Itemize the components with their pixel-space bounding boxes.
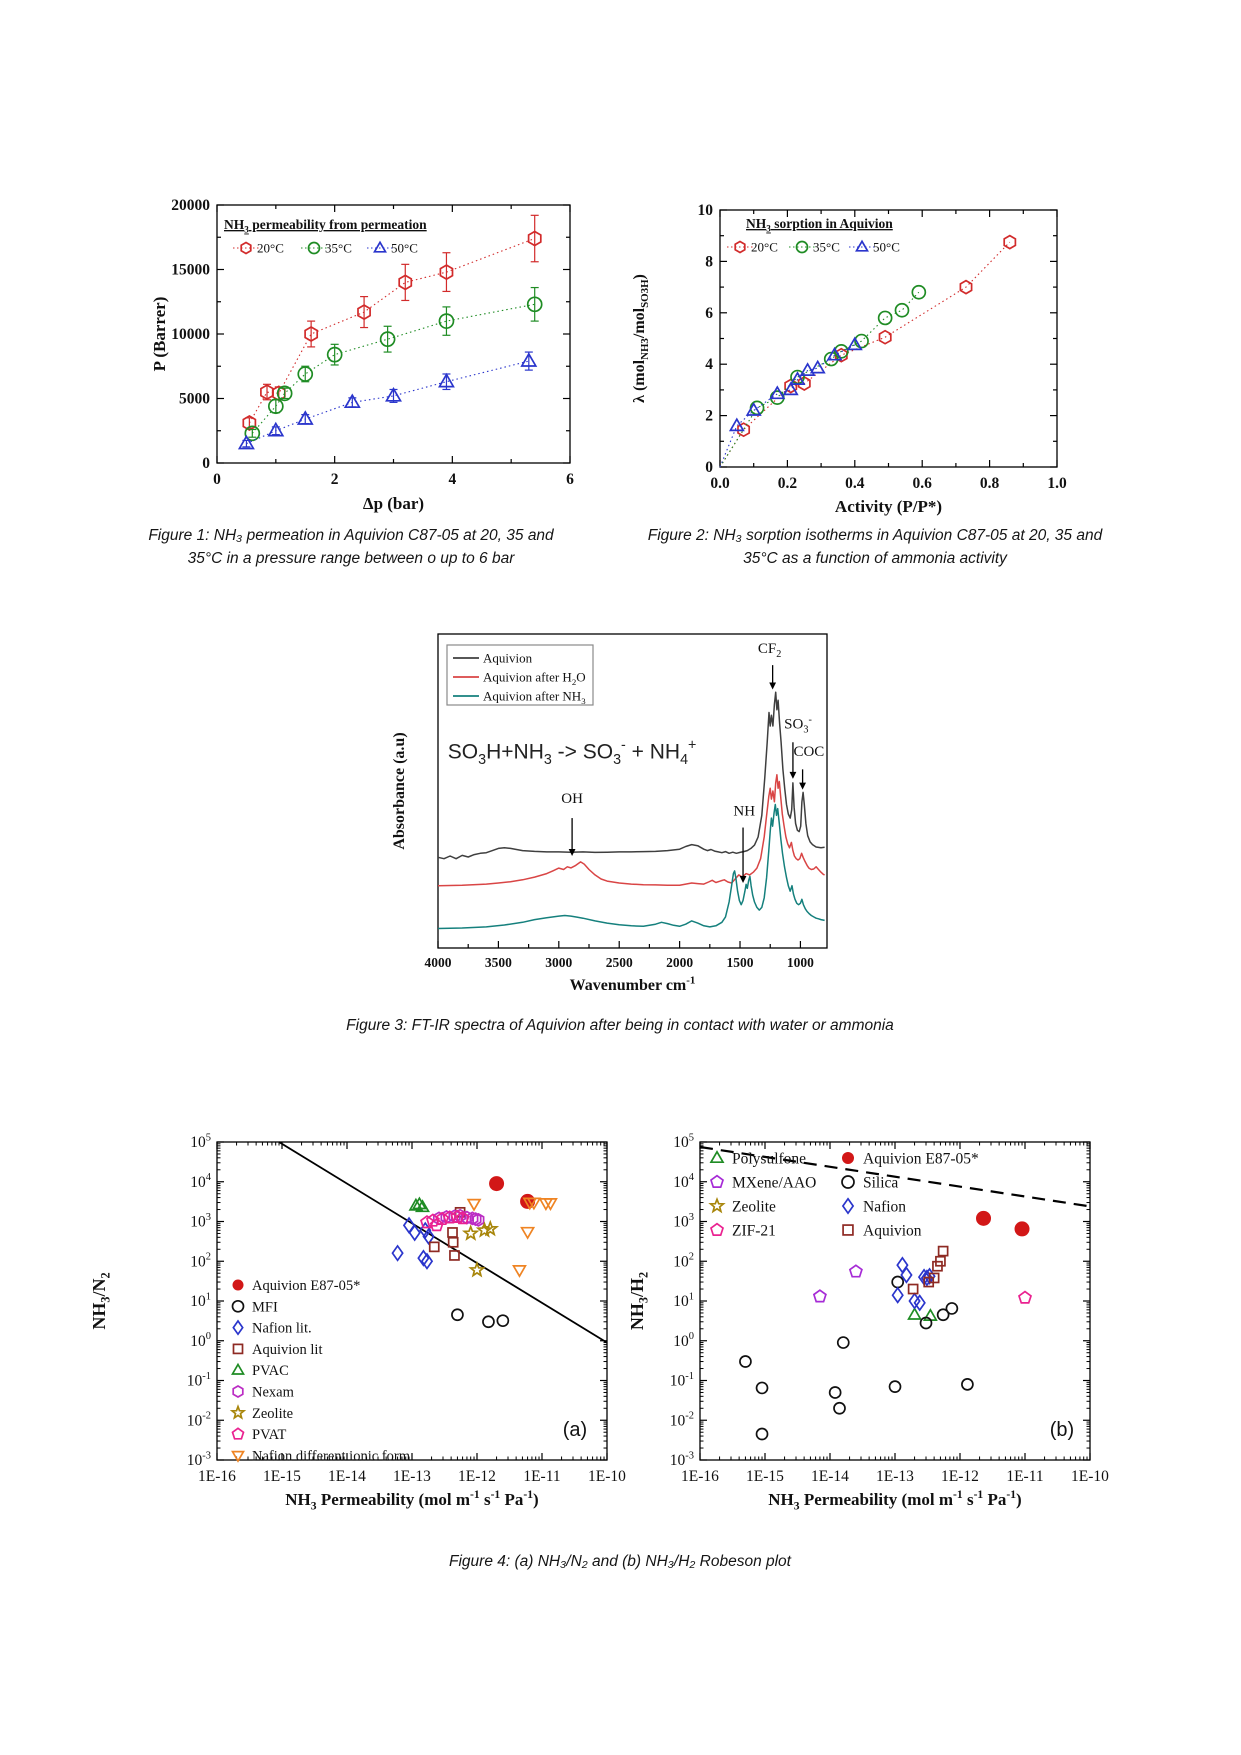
svg-text:2500: 2500 <box>605 955 633 970</box>
svg-text:10000: 10000 <box>171 326 210 343</box>
svg-text:8: 8 <box>705 253 713 271</box>
svg-text:102: $10^2$ <box>673 1251 694 1271</box>
svg-text:100: $10^0$ <box>673 1331 694 1350</box>
svg-text:50°C: 50°C <box>873 239 900 255</box>
svg-text:Aquivion: Aquivion <box>863 1222 922 1240</box>
svg-text:ZIF-21: ZIF-21 <box>732 1222 776 1240</box>
svg-text:4: 4 <box>705 356 713 374</box>
svg-text:4000: 4000 <box>424 955 452 970</box>
svg-text:10-2: $10^{-2}$ <box>669 1410 694 1430</box>
svg-text:1E-13: 1E-13 <box>393 1468 431 1485</box>
svg-text:0: 0 <box>705 459 713 476</box>
svg-text:NH3 Permeability (mol m-1 s-1: $NH_3$ Permeability (mol $m^{-1}$ $s^{-1}$ $Pa^{-1}$) <box>768 1487 1022 1513</box>
svg-text:20°C: 20°C <box>257 240 284 256</box>
svg-text:0: 0 <box>213 471 221 488</box>
svg-text:15000: 15000 <box>171 261 210 279</box>
svg-text:0.6: 0.6 <box>912 475 932 492</box>
svg-text:101: $10^1$ <box>673 1291 694 1310</box>
svg-text:(b): (b) <box>1049 1419 1075 1441</box>
svg-text:105: $10^5$ <box>673 1132 694 1151</box>
svg-text:1E-15: 1E-15 <box>263 1468 301 1485</box>
svg-text:0: 0 <box>202 455 210 472</box>
figure4-caption: Figure 4: (a) NH₃/N₂ and (b) NH₃/H₂ Robeson plot <box>449 1553 791 1570</box>
svg-text:35°C: 35°C <box>325 240 352 256</box>
figure1-caption: Figure 1: NH₃ permeation in Aquivion C87-05 at 20, 35 and 35°C in a pressure range between o up to 6 bar <box>148 527 554 568</box>
svg-text:0.2: 0.2 <box>777 475 798 492</box>
svg-text:MFI: MFI <box>252 1299 278 1316</box>
svg-text:3000: 3000 <box>545 955 573 970</box>
svg-text:103: $10^3$ <box>190 1211 211 1231</box>
svg-text:1500: 1500 <box>726 955 754 970</box>
svg-text:1E-15: 1E-15 <box>746 1468 784 1485</box>
svg-text:SO3H+NH3 -> SO3- + NH4+: $SO_3H+NH_3 -> SO_3^- + NH_4^+$ <box>447 737 697 768</box>
figure4b-robeson-chart <box>615 1078 1175 1533</box>
svg-text:104: $10^4$ <box>673 1172 694 1191</box>
svg-text:NH3/N2: $NH_3/N_2$ <box>89 1272 113 1330</box>
svg-text:1E-10: 1E-10 <box>588 1468 626 1485</box>
svg-text:0.4: 0.4 <box>845 475 865 492</box>
svg-text:NH: NH <box>733 803 756 820</box>
svg-text:NH3/H2: $NH_3/H_2$ <box>627 1271 651 1331</box>
svg-text:20000: 20000 <box>171 197 210 214</box>
svg-text:2: 2 <box>705 407 713 425</box>
svg-text:1000: 1000 <box>786 955 814 970</box>
svg-text:Aquivion after H2O: Aquivion after $H_2O$ <box>483 669 586 687</box>
svg-text:Zeolite: Zeolite <box>732 1198 776 1216</box>
svg-text:NH3 Permeability (mol m-1 s-1: $NH_3$ Permeability (mol $m^{-1}$ $s^{-1}$ $Pa^{-1}$) <box>285 1487 539 1513</box>
svg-text:MXene/AAO: MXene/AAO <box>732 1174 817 1192</box>
svg-text:NH3 permeability from permeati: $NH_3$ permeability from permeation <box>224 217 427 235</box>
svg-text:Nexam: Nexam <box>252 1384 294 1401</box>
svg-text:Aquivion after NH3: Aquivion after $NH_3$ <box>483 688 586 706</box>
svg-text:0.0: 0.0 <box>710 475 730 492</box>
svg-text:0.8: 0.8 <box>979 475 1000 492</box>
svg-text:NH3 sorption in Aquivion: $NH_3$ sorption in Aquivion <box>746 216 893 234</box>
svg-text:Polysulfone: Polysulfone <box>732 1150 807 1168</box>
svg-text:Activity (P/P*): Activity (P/P*) <box>834 497 943 516</box>
svg-text:10-1: $10^{-1}$ <box>669 1370 694 1390</box>
svg-text:PVAT: PVAT <box>252 1427 287 1444</box>
svg-text:6: 6 <box>566 471 574 488</box>
svg-text:λ (molNH3/molSO3H): λ (mol$_{NH3}$/mol$_{SO3H}$) <box>631 274 652 403</box>
svg-text:50°C: 50°C <box>391 240 418 256</box>
svg-text:10: 10 <box>697 202 713 219</box>
svg-text:OH: OH <box>561 791 583 808</box>
figure2-caption: Figure 2: NH₃ sorption isotherms in Aquivion C87-05 at 20, 35 and 35°C as a function of ammonia activity <box>647 527 1103 568</box>
figure3-caption: Figure 3: FT-IR spectra of Aquivion after being in contact with water or ammonia <box>346 1017 894 1034</box>
svg-text:10-3: $10^{-3}$ <box>669 1450 694 1469</box>
figure1-permeation-chart <box>120 172 590 537</box>
svg-text:10-3: $10^{-3}$ <box>186 1450 211 1469</box>
svg-text:103: $10^3$ <box>673 1211 694 1231</box>
svg-text:1E-14: 1E-14 <box>328 1468 366 1485</box>
svg-text:COC: COC <box>793 743 825 760</box>
svg-text:2000: 2000 <box>666 955 694 970</box>
svg-text:10-1: $10^{-1}$ <box>186 1370 211 1390</box>
svg-text:1E-11: 1E-11 <box>1006 1468 1044 1485</box>
svg-text:1E-14: 1E-14 <box>811 1468 849 1485</box>
svg-text:Nafion lit.: Nafion lit. <box>252 1320 312 1337</box>
svg-text:5000: 5000 <box>179 390 210 408</box>
svg-text:Nafion different ionic form: Nafion different ionic form <box>252 1448 410 1465</box>
svg-text:35°C: 35°C <box>813 239 840 255</box>
svg-text:PVAC: PVAC <box>252 1363 289 1380</box>
svg-text:1E-13: 1E-13 <box>876 1468 914 1485</box>
svg-text:Nafion: Nafion <box>863 1198 907 1216</box>
figure2-sorption-chart <box>600 172 1100 537</box>
svg-text:Aquivion E87-05*: Aquivion E87-05* <box>252 1278 361 1294</box>
figure3-ftir-chart <box>390 598 840 1003</box>
svg-text:6: 6 <box>705 304 713 322</box>
svg-text:105: $10^5$ <box>190 1132 211 1151</box>
svg-text:1E-10: 1E-10 <box>1071 1468 1109 1485</box>
svg-text:Absorbance (a.u): Absorbance (a.u) <box>391 732 408 850</box>
svg-text:Silica: Silica <box>863 1174 899 1192</box>
svg-text:4: 4 <box>448 471 457 488</box>
svg-text:P (Barrer): P (Barrer) <box>150 296 169 372</box>
svg-text:1.0: 1.0 <box>1047 475 1067 492</box>
svg-text:(a): (a) <box>562 1419 588 1441</box>
svg-text:SO3-: $SO_3^-$ <box>784 714 812 736</box>
svg-text:1E-16: 1E-16 <box>198 1468 236 1485</box>
svg-text:Aquivion E87-05*: Aquivion E87-05* <box>863 1150 979 1168</box>
svg-text:CF2: $CF_2$ <box>757 640 782 660</box>
svg-text:1E-11: 1E-11 <box>523 1468 561 1485</box>
svg-text:20°C: 20°C <box>751 239 778 255</box>
svg-text:1E-16: 1E-16 <box>681 1468 719 1485</box>
svg-text:Wavenumber cm-1: Wavenumber $cm^{-1}$ <box>569 974 696 994</box>
svg-text:Aquivion lit: Aquivion lit <box>252 1341 323 1358</box>
svg-text:Aquivion: Aquivion <box>483 650 533 666</box>
svg-text:Zeolite: Zeolite <box>252 1405 294 1422</box>
svg-text:1E-12: 1E-12 <box>458 1468 496 1485</box>
svg-text:10-2: $10^{-2}$ <box>186 1410 211 1430</box>
svg-text:102: $10^2$ <box>190 1251 211 1271</box>
svg-text:101: $10^1$ <box>190 1291 211 1310</box>
svg-text:3500: 3500 <box>484 955 512 970</box>
svg-text:2: 2 <box>330 471 339 488</box>
svg-text:100: $10^0$ <box>190 1331 211 1350</box>
figure4a-robeson-chart <box>75 1078 626 1533</box>
svg-text:104: $10^4$ <box>190 1172 211 1191</box>
svg-text:Δp (bar): Δp (bar) <box>362 494 425 513</box>
svg-text:1E-12: 1E-12 <box>941 1468 979 1485</box>
